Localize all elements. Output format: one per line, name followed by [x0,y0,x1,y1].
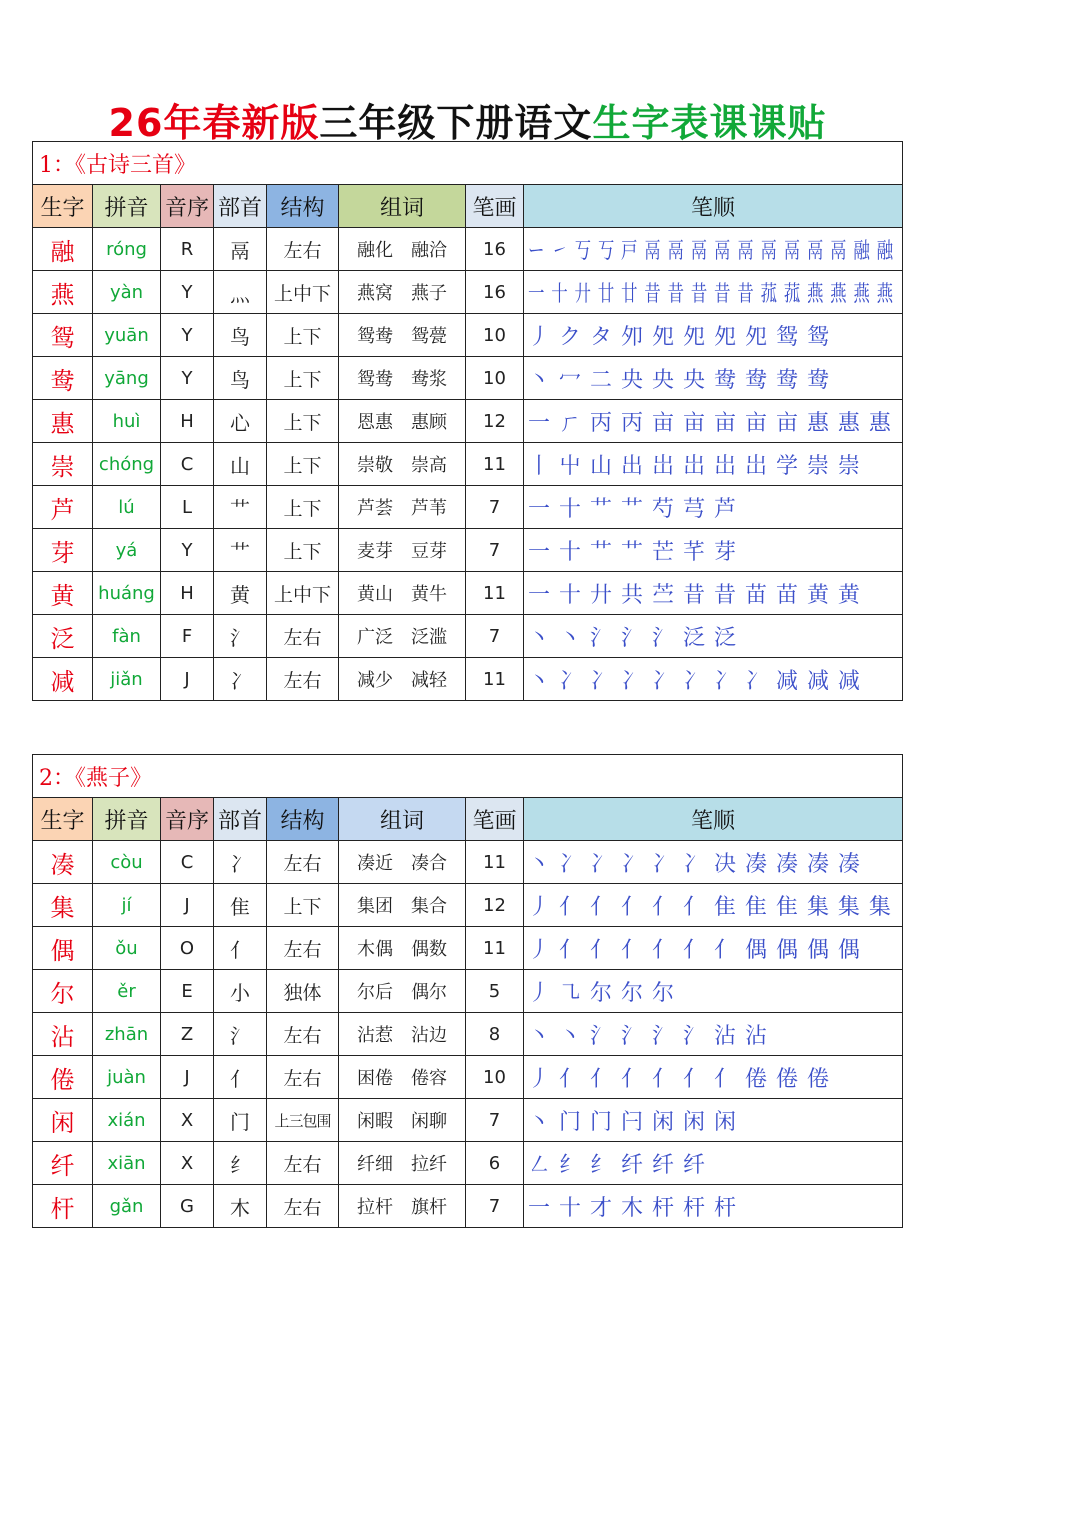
radical-cell: 木 [214,1185,267,1228]
stroke-sequence: 丶 冖 二 央 央 央 鸯 鸯 鸯 鸯 [528,367,830,393]
stroke-order-cell [524,357,903,400]
strokes-cell: 10 [466,314,524,357]
char-cell: 尔 [33,970,93,1013]
structure-cell: 上下 [267,400,339,443]
words-cell [339,1056,466,1099]
word-2: 融洽 [411,240,447,261]
header-stroke-order: 笔顺 [524,185,903,228]
order-cell: Y [161,357,214,400]
strokes-cell: 11 [466,572,524,615]
header-radical: 部首 [214,185,267,228]
words-cell [339,841,466,884]
stroke-sequence: 丿 ㇈ 尔 尔 尔 [528,980,675,1006]
pinyin-cell: jiǎn [93,658,161,701]
stroke-sequence: 丿 ク タ 夘 夗 夗 夗 夗 鸳 鸳 [528,324,830,350]
word-2: 惠顾 [411,412,447,433]
word-1: 鸳鸯 [357,369,393,390]
stroke-sequence: 一 ㄏ 丙 丙 亩 亩 亩 亩 亩 惠 惠 惠 [528,410,892,436]
radical-cell: 亻 [214,927,267,970]
pinyin-cell: xiān [93,1142,161,1185]
table-row [33,615,903,658]
stroke-sequence: 一 十 廾 廿 廿 昔 昔 昔 昔 昔 菰 菰 燕 燕 燕 燕 [528,281,894,307]
header-strokes: 笔画 [466,185,524,228]
title-part-red: 26年春新版 [108,101,320,145]
table-row [33,1013,903,1056]
order-cell: X [161,1142,214,1185]
order-cell: O [161,927,214,970]
word-2: 旗杆 [411,1197,447,1218]
radical-cell: 氵 [214,1013,267,1056]
char-cell: 鸯 [33,357,93,400]
table-row [33,841,903,884]
char-cell: 芦 [33,486,93,529]
stroke-sequence: 一 十 才 木 杆 杆 杆 [528,1195,737,1221]
word-1: 木偶 [357,939,393,960]
strokes-cell: 8 [466,1013,524,1056]
strokes-cell: 12 [466,884,524,927]
order-cell: E [161,970,214,1013]
pinyin-cell: xián [93,1099,161,1142]
pinyin-cell: jí [93,884,161,927]
pinyin-cell: huáng [93,572,161,615]
char-cell: 杆 [33,1185,93,1228]
order-cell: H [161,400,214,443]
radical-cell: 黄 [214,572,267,615]
stroke-order-cell [524,443,903,486]
lesson-title-row [33,142,903,185]
pinyin-cell: huì [93,400,161,443]
word-1: 沾惹 [357,1025,393,1046]
words-cell [339,443,466,486]
radical-cell: 亻 [214,1056,267,1099]
word-2: 鸳甍 [411,326,447,347]
pinyin-cell: yāng [93,357,161,400]
pinyin-cell: zhān [93,1013,161,1056]
order-cell: F [161,615,214,658]
header-words: 组词 [339,798,466,841]
stroke-sequence: 丶 丶 氵 氵 氵 泛 泛 [528,625,737,651]
structure-cell: 左右 [267,658,339,701]
words-cell [339,1142,466,1185]
stroke-sequence: 一 十 艹 艹 芍 芎 芦 [528,496,737,522]
words-cell [339,1185,466,1228]
word-2: 燕子 [411,283,447,304]
strokes-cell: 11 [466,841,524,884]
word-2: 鸯浆 [411,369,447,390]
stroke-order-cell [524,970,903,1013]
word-1: 芦荟 [357,498,393,519]
table-row [33,1142,903,1185]
table-row [33,1099,903,1142]
words-cell [339,970,466,1013]
word-2: 泛滥 [411,627,447,648]
lesson-table [32,754,903,1228]
radical-cell: 山 [214,443,267,486]
words-cell [339,658,466,701]
stroke-order-cell [524,884,903,927]
char-cell: 崇 [33,443,93,486]
table-row [33,927,903,970]
structure-cell: 左右 [267,841,339,884]
structure-cell: 左右 [267,1013,339,1056]
stroke-order-cell [524,400,903,443]
char-cell: 集 [33,884,93,927]
stroke-order-cell [524,314,903,357]
radical-cell: 艹 [214,529,267,572]
order-cell: X [161,1099,214,1142]
stroke-order-cell [524,271,903,314]
strokes-cell: 10 [466,357,524,400]
stroke-order-cell [524,615,903,658]
order-cell: Y [161,271,214,314]
structure-cell: 左右 [267,1185,339,1228]
structure-cell: 上中下 [267,572,339,615]
strokes-cell: 7 [466,1185,524,1228]
word-1: 凑近 [357,853,393,874]
stroke-sequence: 丿 亻 亻 亻 亻 亻 隹 隹 隹 集 集 集 [528,894,892,920]
header-strokes: 笔画 [466,798,524,841]
strokes-cell: 6 [466,1142,524,1185]
word-1: 融化 [357,240,393,261]
header-structure: 结构 [267,798,339,841]
table-row [33,1056,903,1099]
lesson-title: 2：《燕子》 [33,755,903,798]
title-part-green: 生字表课课贴 [592,101,827,145]
char-cell: 沾 [33,1013,93,1056]
stroke-order-cell [524,486,903,529]
lesson-table [32,141,903,701]
char-cell: 黄 [33,572,93,615]
radical-cell: 小 [214,970,267,1013]
table-row [33,443,903,486]
header-radical: 部首 [214,798,267,841]
word-2: 偶数 [411,939,447,960]
strokes-cell: 16 [466,271,524,314]
pinyin-cell: yá [93,529,161,572]
table-row [33,314,903,357]
stroke-sequence: 丿 亻 亻 亻 亻 亻 亻 倦 倦 倦 [528,1066,830,1092]
order-cell: L [161,486,214,529]
table-row [33,572,903,615]
header-char: 生字 [33,185,93,228]
words-cell [339,529,466,572]
word-1: 崇敬 [357,455,393,476]
char-cell: 惠 [33,400,93,443]
pinyin-cell: ěr [93,970,161,1013]
stroke-order-cell [524,927,903,970]
stroke-order-cell [524,1099,903,1142]
strokes-cell: 11 [466,443,524,486]
header-pinyin: 拼音 [93,185,161,228]
word-1: 拉杆 [357,1197,393,1218]
word-2: 偶尔 [411,982,447,1003]
words-cell [339,1099,466,1142]
char-cell: 纤 [33,1142,93,1185]
words-cell [339,228,466,271]
char-cell: 泛 [33,615,93,658]
stroke-order-cell [524,1056,903,1099]
structure-cell: 上下 [267,486,339,529]
structure-cell: 左右 [267,228,339,271]
strokes-cell: 7 [466,1099,524,1142]
structure-cell: 左右 [267,1056,339,1099]
word-1: 纤细 [357,1154,393,1175]
strokes-cell: 16 [466,228,524,271]
header-row [33,185,903,228]
word-1: 恩惠 [357,412,393,433]
order-cell: G [161,1185,214,1228]
pinyin-cell: gǎn [93,1185,161,1228]
word-1: 减少 [357,670,393,691]
words-cell [339,884,466,927]
char-cell: 燕 [33,271,93,314]
strokes-cell: 7 [466,529,524,572]
word-1: 鸳鸯 [357,326,393,347]
words-cell [339,927,466,970]
structure-cell: 上下 [267,314,339,357]
word-2: 黄牛 [411,584,447,605]
char-cell: 偶 [33,927,93,970]
stroke-order-cell [524,572,903,615]
word-2: 崇高 [411,455,447,476]
header-words: 组词 [339,185,466,228]
word-1: 麦芽 [357,541,393,562]
stroke-order-cell [524,841,903,884]
table-row [33,486,903,529]
word-1: 燕窝 [357,283,393,304]
header-order: 音序 [161,185,214,228]
word-1: 集团 [357,896,393,917]
strokes-cell: 11 [466,658,524,701]
radical-cell: 门 [214,1099,267,1142]
stroke-sequence: ㇜ 纟 纟 纤 纤 纤 [528,1152,706,1178]
radical-cell: 艹 [214,486,267,529]
table-row [33,357,903,400]
word-1: 广泛 [357,627,393,648]
table-row [33,884,903,927]
word-2: 沾边 [411,1025,447,1046]
words-cell [339,1013,466,1056]
header-char: 生字 [33,798,93,841]
word-2: 减轻 [411,670,447,691]
pinyin-cell: ǒu [93,927,161,970]
title-part-black: 三年级下册语文 [319,101,593,145]
word-2: 集合 [411,896,447,917]
char-cell: 闲 [33,1099,93,1142]
stroke-order-cell [524,1142,903,1185]
order-cell: H [161,572,214,615]
table-row [33,400,903,443]
stroke-sequence: 丿 亻 亻 亻 亻 亻 亻 偶 偶 偶 偶 [528,937,861,963]
order-cell: J [161,658,214,701]
strokes-cell: 7 [466,486,524,529]
word-2: 闲聊 [411,1111,447,1132]
radical-cell: 灬 [214,271,267,314]
stroke-sequence: 一 十 艹 艹 芒 芊 芽 [528,539,737,565]
order-cell: Y [161,529,214,572]
char-cell: 倦 [33,1056,93,1099]
stroke-order-cell [524,1185,903,1228]
table-row [33,228,903,271]
order-cell: J [161,884,214,927]
table-row [33,529,903,572]
radical-cell: 冫 [214,658,267,701]
pinyin-cell: chóng [93,443,161,486]
pinyin-cell: juàn [93,1056,161,1099]
char-cell: 减 [33,658,93,701]
header-row [33,798,903,841]
strokes-cell: 11 [466,927,524,970]
word-1: 黄山 [357,584,393,605]
words-cell [339,357,466,400]
header-order: 音序 [161,798,214,841]
pinyin-cell: yuān [93,314,161,357]
word-2: 拉纤 [411,1154,447,1175]
stroke-sequence: 丶 冫 冫 冫 冫 冫 决 凑 凑 凑 凑 [528,851,861,877]
radical-cell: 氵 [214,615,267,658]
table-row [33,271,903,314]
lesson-title: 1：《古诗三首》 [33,142,903,185]
radical-cell: 冫 [214,841,267,884]
structure-cell: 左右 [267,615,339,658]
strokes-cell: 12 [466,400,524,443]
pinyin-cell: lú [93,486,161,529]
order-cell: Z [161,1013,214,1056]
radical-cell: 鸟 [214,314,267,357]
words-cell [339,486,466,529]
radical-cell: 纟 [214,1142,267,1185]
stroke-sequence: 丶 丶 氵 氵 氵 氵 沾 沾 [528,1023,768,1049]
pinyin-cell: róng [93,228,161,271]
structure-cell: 上下 [267,884,339,927]
stroke-sequence: 丶 门 门 闩 闲 闲 闲 [528,1109,737,1135]
word-2: 豆芽 [411,541,447,562]
strokes-cell: 10 [466,1056,524,1099]
order-cell: C [161,841,214,884]
structure-cell: 左右 [267,1142,339,1185]
order-cell: Y [161,314,214,357]
radical-cell: 隹 [214,884,267,927]
order-cell: C [161,443,214,486]
structure-cell: 上下 [267,357,339,400]
order-cell: J [161,1056,214,1099]
char-cell: 凑 [33,841,93,884]
stroke-order-cell [524,529,903,572]
char-cell: 鸳 [33,314,93,357]
table-row [33,1185,903,1228]
header-structure: 结构 [267,185,339,228]
word-2: 凑合 [411,853,447,874]
structure-cell: 上中下 [267,271,339,314]
words-cell [339,314,466,357]
lesson-title-row [33,755,903,798]
pinyin-cell: còu [93,841,161,884]
table-row [33,970,903,1013]
char-cell: 芽 [33,529,93,572]
structure-cell: 独体 [267,970,339,1013]
word-1: 困倦 [357,1068,393,1089]
char-cell: 融 [33,228,93,271]
page-title [0,92,935,147]
pinyin-cell: yàn [93,271,161,314]
words-cell [339,615,466,658]
word-1: 尔后 [357,982,393,1003]
word-1: 闲暇 [357,1111,393,1132]
stroke-order-cell [524,658,903,701]
radical-cell: 心 [214,400,267,443]
stroke-order-cell [524,228,903,271]
words-cell [339,400,466,443]
word-2: 倦容 [411,1068,447,1089]
order-cell: R [161,228,214,271]
words-cell [339,572,466,615]
table-row [33,658,903,701]
stroke-sequence: 丶 冫 冫 冫 冫 冫 冫 冫 减 减 减 [528,668,861,694]
structure-cell: 上三包围 [267,1099,339,1142]
radical-cell: 鸟 [214,357,267,400]
stroke-sequence: 丨 屮 山 出 岀 岀 岀 岀 学 崇 崇 [528,453,861,479]
stroke-sequence: ー ㇀ 丂 丂 戸 鬲 鬲 鬲 鬲 鬲 鬲 鬲 鬲 鬲 融 融 [528,238,894,264]
radical-cell: 鬲 [214,228,267,271]
stroke-sequence: 一 十 廾 共 苎 昔 昔 苗 苗 黄 黄 [528,582,861,608]
structure-cell: 左右 [267,927,339,970]
word-2: 芦苇 [411,498,447,519]
stroke-order-cell [524,1013,903,1056]
structure-cell: 上下 [267,529,339,572]
header-stroke-order: 笔顺 [524,798,903,841]
pinyin-cell: fàn [93,615,161,658]
header-pinyin: 拼音 [93,798,161,841]
strokes-cell: 7 [466,615,524,658]
words-cell [339,271,466,314]
structure-cell: 上下 [267,443,339,486]
strokes-cell: 5 [466,970,524,1013]
